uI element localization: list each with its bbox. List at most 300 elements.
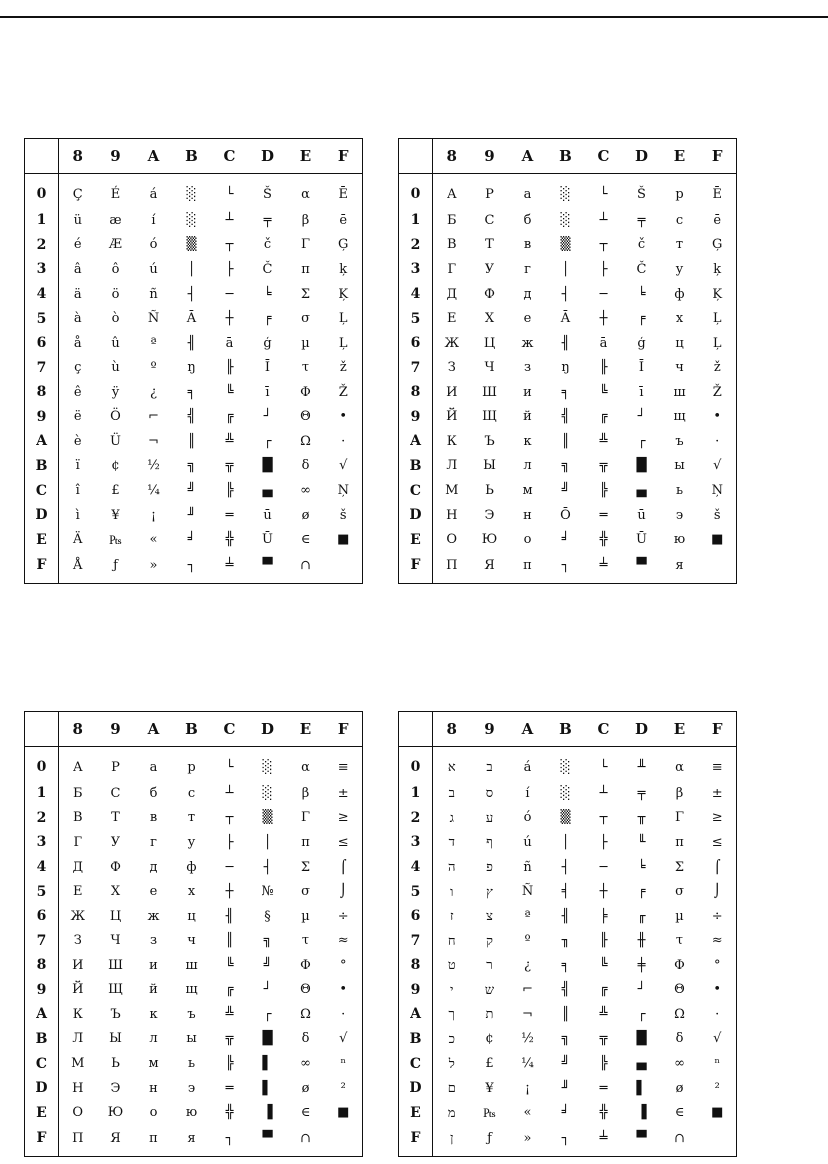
char-cell: ╤ [637, 212, 646, 228]
table-row [399, 257, 737, 282]
char-cell: ┤ [263, 859, 272, 875]
char-cell: Σ [300, 859, 311, 875]
char-cell: а [523, 186, 532, 202]
char-cell: π [301, 834, 310, 850]
char-cell: н [149, 1080, 158, 1096]
char-cell: ╔ [225, 982, 234, 998]
char-cell: ג [449, 810, 454, 826]
char-cell: ו [450, 884, 454, 900]
char-cell: ף [486, 835, 493, 851]
char-cell: ║ [561, 433, 570, 449]
char-cell: у [675, 261, 684, 277]
column-header: B [173, 712, 211, 747]
char-cell: £ [485, 1056, 494, 1072]
char-cell: ╤ [263, 212, 272, 228]
char-cell: Ģ [712, 237, 723, 253]
row-header: 0 [399, 174, 433, 209]
table-row [25, 454, 363, 479]
column-header: A [135, 139, 173, 174]
char-cell: Ķ [338, 286, 349, 302]
char-cell: ŋ [561, 360, 570, 376]
char-cell: û [111, 335, 120, 351]
char-cell: х [675, 311, 684, 327]
char-cell: ъ [187, 1006, 196, 1022]
char-cell: • [339, 409, 348, 425]
char-cell [325, 1125, 363, 1157]
table-row [399, 928, 737, 953]
char-cell: ≤ [337, 834, 349, 850]
char-cell: Ņ [337, 483, 349, 499]
char-cell: ñ [149, 286, 158, 302]
char-cell: š [339, 507, 347, 523]
row-header: A [399, 1002, 433, 1027]
char-cell: Ц [109, 908, 122, 924]
char-cell: ù [111, 360, 120, 376]
char-cell: │ [561, 261, 570, 277]
char-cell: ┴ [225, 785, 234, 801]
char-cell: ╕ [561, 384, 570, 400]
char-cell: ц [187, 908, 196, 924]
table-row [25, 405, 363, 430]
table-row [25, 552, 363, 584]
table-row [25, 355, 363, 380]
char-cell: ╔ [599, 409, 608, 425]
char-cell: é [73, 237, 82, 253]
table-row [399, 830, 737, 855]
char-cell: π [675, 834, 684, 850]
row-header: A [399, 429, 433, 454]
char-cell [325, 552, 363, 584]
row-header: 8 [399, 380, 433, 405]
table-row [399, 855, 737, 880]
char-cell: ░ [560, 785, 571, 801]
char-cell: Š [637, 186, 646, 202]
char-cell: Б [72, 785, 83, 801]
char-cell: É [110, 186, 121, 202]
char-cell: ∈ [674, 1105, 685, 1121]
char-cell: ì [75, 507, 80, 523]
char-cell: ╙ [637, 834, 646, 850]
table-row [399, 208, 737, 233]
char-cell: ¡ [150, 507, 157, 523]
char-cell: Н [446, 507, 458, 523]
column-header: F [325, 712, 363, 747]
char-cell: ╧ [599, 1130, 608, 1146]
char-cell: б [523, 212, 532, 228]
char-cell: Д [446, 286, 458, 302]
char-cell: Ñ [147, 311, 160, 327]
char-cell: ē [339, 212, 348, 228]
char-cell: д [523, 286, 532, 302]
char-cell: Ģ [338, 237, 349, 253]
char-cell: ┬ [225, 810, 234, 826]
char-cell: č [637, 237, 646, 253]
char-cell: Ā [186, 311, 197, 327]
char-cell: δ [301, 458, 310, 474]
char-cell: Ω [300, 1006, 311, 1022]
char-cell: ╛ [187, 532, 196, 548]
column-header: B [547, 712, 585, 747]
char-cell: · [715, 433, 720, 449]
char-cell: ╒ [263, 311, 272, 327]
char-cell: ╬ [599, 1105, 608, 1121]
char-cell: ┐ [187, 557, 196, 573]
char-cell: ¡ [524, 1080, 531, 1096]
char-cell: ░ [560, 212, 571, 228]
char-cell: Д [72, 859, 84, 875]
char-cell: █ [262, 1031, 273, 1047]
char-cell: ש [484, 982, 495, 998]
char-cell: ö [111, 286, 120, 302]
char-cell: Ļ [338, 311, 348, 327]
table-row [25, 380, 363, 405]
char-cell: π [301, 261, 310, 277]
char-cell: Φ [300, 957, 311, 973]
row-header: 5 [399, 879, 433, 904]
table-row [25, 527, 363, 552]
char-cell: Γ [300, 237, 311, 253]
char-cell: р [675, 186, 684, 202]
table-row [25, 953, 363, 978]
char-cell: ▒ [560, 237, 571, 253]
row-header: 3 [399, 830, 433, 855]
char-cell: ē [713, 212, 722, 228]
column-header: F [699, 139, 737, 174]
char-cell: ¥ [485, 1080, 494, 1096]
char-cell: ╒ [637, 884, 646, 900]
char-cell: ╣ [561, 409, 570, 425]
char-cell: │ [187, 261, 196, 277]
char-cell: ░ [262, 759, 273, 775]
char-cell: б [149, 785, 158, 801]
column-header: D [249, 712, 287, 747]
table-row [25, 478, 363, 503]
char-cell: С [110, 785, 121, 801]
row-header: D [399, 503, 433, 528]
char-cell: В [72, 810, 83, 826]
table-row [25, 904, 363, 929]
char-cell: Θ [300, 409, 311, 425]
row-header: C [399, 478, 433, 503]
char-cell: ¿ [524, 957, 531, 973]
column-header: C [211, 712, 249, 747]
char-cell: ╓ [637, 908, 646, 924]
char-cell: д [149, 859, 158, 875]
char-cell: Т [485, 237, 494, 253]
char-cell: ⁿ [714, 1056, 721, 1072]
char-cell: ╦ [225, 458, 234, 474]
char-cell: » [149, 557, 158, 573]
char-cell: ד [448, 835, 455, 851]
char-cell: ч [675, 360, 684, 376]
char-cell: ╚ [599, 957, 608, 973]
char-cell: ┐ [225, 1130, 234, 1146]
table-row [399, 806, 737, 831]
char-cell: Ā [560, 311, 571, 327]
char-cell: ▄ [636, 1056, 647, 1072]
column-header: B [547, 139, 585, 174]
char-cell: ע [485, 810, 494, 826]
char-cell: ╢ [561, 908, 570, 924]
table-row [399, 904, 737, 929]
char-cell: ê [73, 384, 82, 400]
char-cell: צ [486, 909, 493, 925]
table-row [25, 806, 363, 831]
char-cell: ╠ [225, 1056, 234, 1072]
column-header: D [623, 712, 661, 747]
table-row [399, 879, 737, 904]
char-cell: З [447, 360, 456, 376]
char-cell: Ь [111, 1056, 120, 1072]
row-header: 2 [25, 806, 59, 831]
column-header: C [585, 139, 623, 174]
char-cell: • [713, 409, 722, 425]
row-header: 2 [399, 806, 433, 831]
char-cell: ģ [263, 335, 272, 351]
char-cell: ₧ [109, 532, 122, 548]
char-cell: Ž [712, 384, 722, 400]
table-row [399, 503, 737, 528]
char-cell: ä [73, 286, 82, 302]
char-cell: ■ [711, 532, 724, 548]
char-cell: ò [111, 311, 120, 327]
char-cell: ▌ [262, 1056, 273, 1072]
char-cell: ╔ [599, 982, 608, 998]
char-cell: ╦ [599, 1031, 608, 1047]
char-cell: ╘ [637, 286, 646, 302]
char-cell: è [73, 433, 82, 449]
table-row [399, 1051, 737, 1076]
top-rule [0, 16, 828, 18]
corner-cell [25, 139, 59, 174]
char-cell: └ [599, 759, 608, 775]
char-cell: ┤ [561, 859, 570, 875]
table-row [399, 552, 737, 584]
table-row [25, 879, 363, 904]
char-cell: ░ [262, 785, 273, 801]
char-cell: ķ [713, 261, 722, 277]
char-cell: Σ [300, 286, 311, 302]
char-cell: ─ [599, 859, 608, 875]
row-header: D [25, 503, 59, 528]
char-cell: Ļ [338, 335, 348, 351]
code-table-4 [398, 711, 737, 1157]
table-row [25, 233, 363, 258]
table-row [399, 429, 737, 454]
char-cell: к [523, 433, 532, 449]
row-header: 9 [25, 405, 59, 430]
char-cell: µ [301, 908, 310, 924]
char-cell: щ [185, 982, 198, 998]
char-cell: ø [301, 1080, 310, 1096]
table-row [399, 306, 737, 331]
char-cell: ╩ [599, 433, 608, 449]
char-cell: Ч [110, 933, 121, 949]
table-row [25, 855, 363, 880]
char-cell: ∩ [674, 1130, 685, 1146]
char-cell: ф [186, 859, 197, 875]
char-cell: О [446, 532, 458, 548]
code-table-1 [24, 138, 363, 584]
char-cell: м [148, 1056, 159, 1072]
column-header: B [173, 139, 211, 174]
column-header: C [211, 139, 249, 174]
char-cell: ╝ [561, 1056, 570, 1072]
char-cell: · [341, 433, 346, 449]
char-cell: Г [447, 261, 457, 277]
char-cell: ╠ [599, 483, 608, 499]
char-cell: τ [675, 933, 684, 949]
char-cell: £ [111, 483, 120, 499]
char-cell: ╬ [225, 532, 234, 548]
char-cell: ╚ [225, 957, 234, 973]
char-cell: ╘ [263, 286, 272, 302]
char-cell: Ū [262, 532, 273, 548]
char-cell: й [149, 982, 158, 998]
char-cell: ┤ [187, 286, 196, 302]
char-cell: ┌ [263, 433, 272, 449]
char-cell: ל [448, 1056, 455, 1072]
char-cell: Т [111, 810, 120, 826]
char-cell: σ [675, 884, 684, 900]
char-cell: ├ [225, 834, 234, 850]
char-cell: ╝ [561, 483, 570, 499]
char-cell: в [523, 237, 532, 253]
char-cell: כ [448, 1031, 455, 1047]
char-cell: М [445, 483, 459, 499]
table-row [399, 747, 737, 782]
char-cell: µ [675, 908, 684, 924]
char-cell: ║ [187, 433, 196, 449]
row-header: 8 [399, 953, 433, 978]
char-cell: ж [521, 335, 534, 351]
char-cell: Ф [484, 286, 495, 302]
char-cell: Ш [108, 957, 123, 973]
char-cell: ┼ [599, 311, 608, 327]
table-row [399, 174, 737, 209]
table-row [399, 781, 737, 806]
row-header: 7 [25, 355, 59, 380]
char-cell: Ш [482, 384, 497, 400]
char-cell: о [149, 1105, 158, 1121]
char-cell: · [341, 1006, 346, 1022]
char-cell: К [72, 1006, 83, 1022]
char-cell: е [523, 311, 532, 327]
char-cell: ├ [599, 261, 608, 277]
char-cell: ╝ [263, 957, 272, 973]
char-cell: ┌ [637, 1006, 646, 1022]
table-row [25, 1027, 363, 1052]
char-cell: и [523, 384, 532, 400]
row-header: 9 [399, 978, 433, 1003]
table-row [399, 478, 737, 503]
char-cell: ƒ [487, 1130, 492, 1146]
char-cell: л [523, 458, 532, 474]
row-header: 6 [399, 331, 433, 356]
char-cell: к [149, 1006, 158, 1022]
char-cell: • [339, 982, 348, 998]
char-cell: ╢ [187, 335, 196, 351]
column-header: F [699, 712, 737, 747]
char-cell: » [523, 1130, 532, 1146]
char-cell: ─ [225, 859, 234, 875]
char-cell: § [264, 908, 271, 924]
char-cell: │ [263, 834, 272, 850]
char-cell: Ю [107, 1105, 124, 1121]
char-cell: ז [449, 909, 454, 925]
char-cell: М [71, 1056, 85, 1072]
char-cell: ┴ [225, 212, 234, 228]
char-cell: ç [74, 360, 82, 376]
char-cell: β [301, 212, 310, 228]
char-cell: С [484, 212, 495, 228]
char-cell: э [187, 1080, 196, 1096]
char-cell: ╨ [637, 759, 646, 775]
char-cell: ƒ [113, 557, 118, 573]
char-cell: ■ [337, 1105, 350, 1121]
char-cell: ¼ [147, 483, 160, 499]
char-cell: ∞ [674, 1056, 685, 1072]
char-cell: ╣ [187, 409, 196, 425]
row-header: B [25, 1027, 59, 1052]
row-header: B [399, 454, 433, 479]
table-row [25, 978, 363, 1003]
char-cell: ╞ [599, 908, 608, 924]
char-cell: ┬ [599, 237, 608, 253]
char-cell: Å [73, 557, 83, 573]
char-cell: Р [111, 759, 120, 775]
char-cell: й [523, 409, 532, 425]
char-cell: º [150, 360, 157, 376]
table-row [25, 1100, 363, 1125]
char-cell: ▀ [262, 557, 273, 573]
char-cell: ╚ [599, 384, 608, 400]
char-cell: Ļ [712, 335, 722, 351]
char-cell: ц [675, 335, 684, 351]
char-cell: ÷ [711, 908, 723, 924]
char-cell: ╣ [561, 982, 570, 998]
row-header: F [25, 1125, 59, 1157]
char-cell: ь [675, 483, 684, 499]
char-cell: К [446, 433, 457, 449]
row-header: 9 [25, 978, 59, 1003]
char-cell: ה [448, 860, 456, 876]
row-header: 7 [399, 928, 433, 953]
column-header: 8 [433, 139, 471, 174]
char-cell: ° [340, 957, 347, 973]
char-cell: г [524, 261, 531, 277]
char-cell: Ō [560, 507, 571, 523]
char-cell: с [675, 212, 684, 228]
char-cell: ס [485, 786, 494, 802]
char-cell: э [675, 507, 684, 523]
char-cell: Ω [300, 433, 311, 449]
column-header: D [623, 139, 661, 174]
char-cell: ═ [225, 1080, 234, 1096]
char-cell: ф [674, 286, 685, 302]
char-cell: ╬ [225, 1105, 234, 1121]
row-header: F [399, 552, 433, 584]
column-header: 9 [471, 712, 509, 747]
char-cell: ┴ [599, 212, 608, 228]
char-cell: │ [561, 834, 570, 850]
char-cell: ┐ [561, 1130, 570, 1146]
char-cell: я [675, 557, 684, 573]
char-cell: Ж [70, 908, 86, 924]
char-cell: ш [673, 384, 686, 400]
char-cell: ▐ [262, 1105, 273, 1121]
column-header: E [287, 712, 325, 747]
